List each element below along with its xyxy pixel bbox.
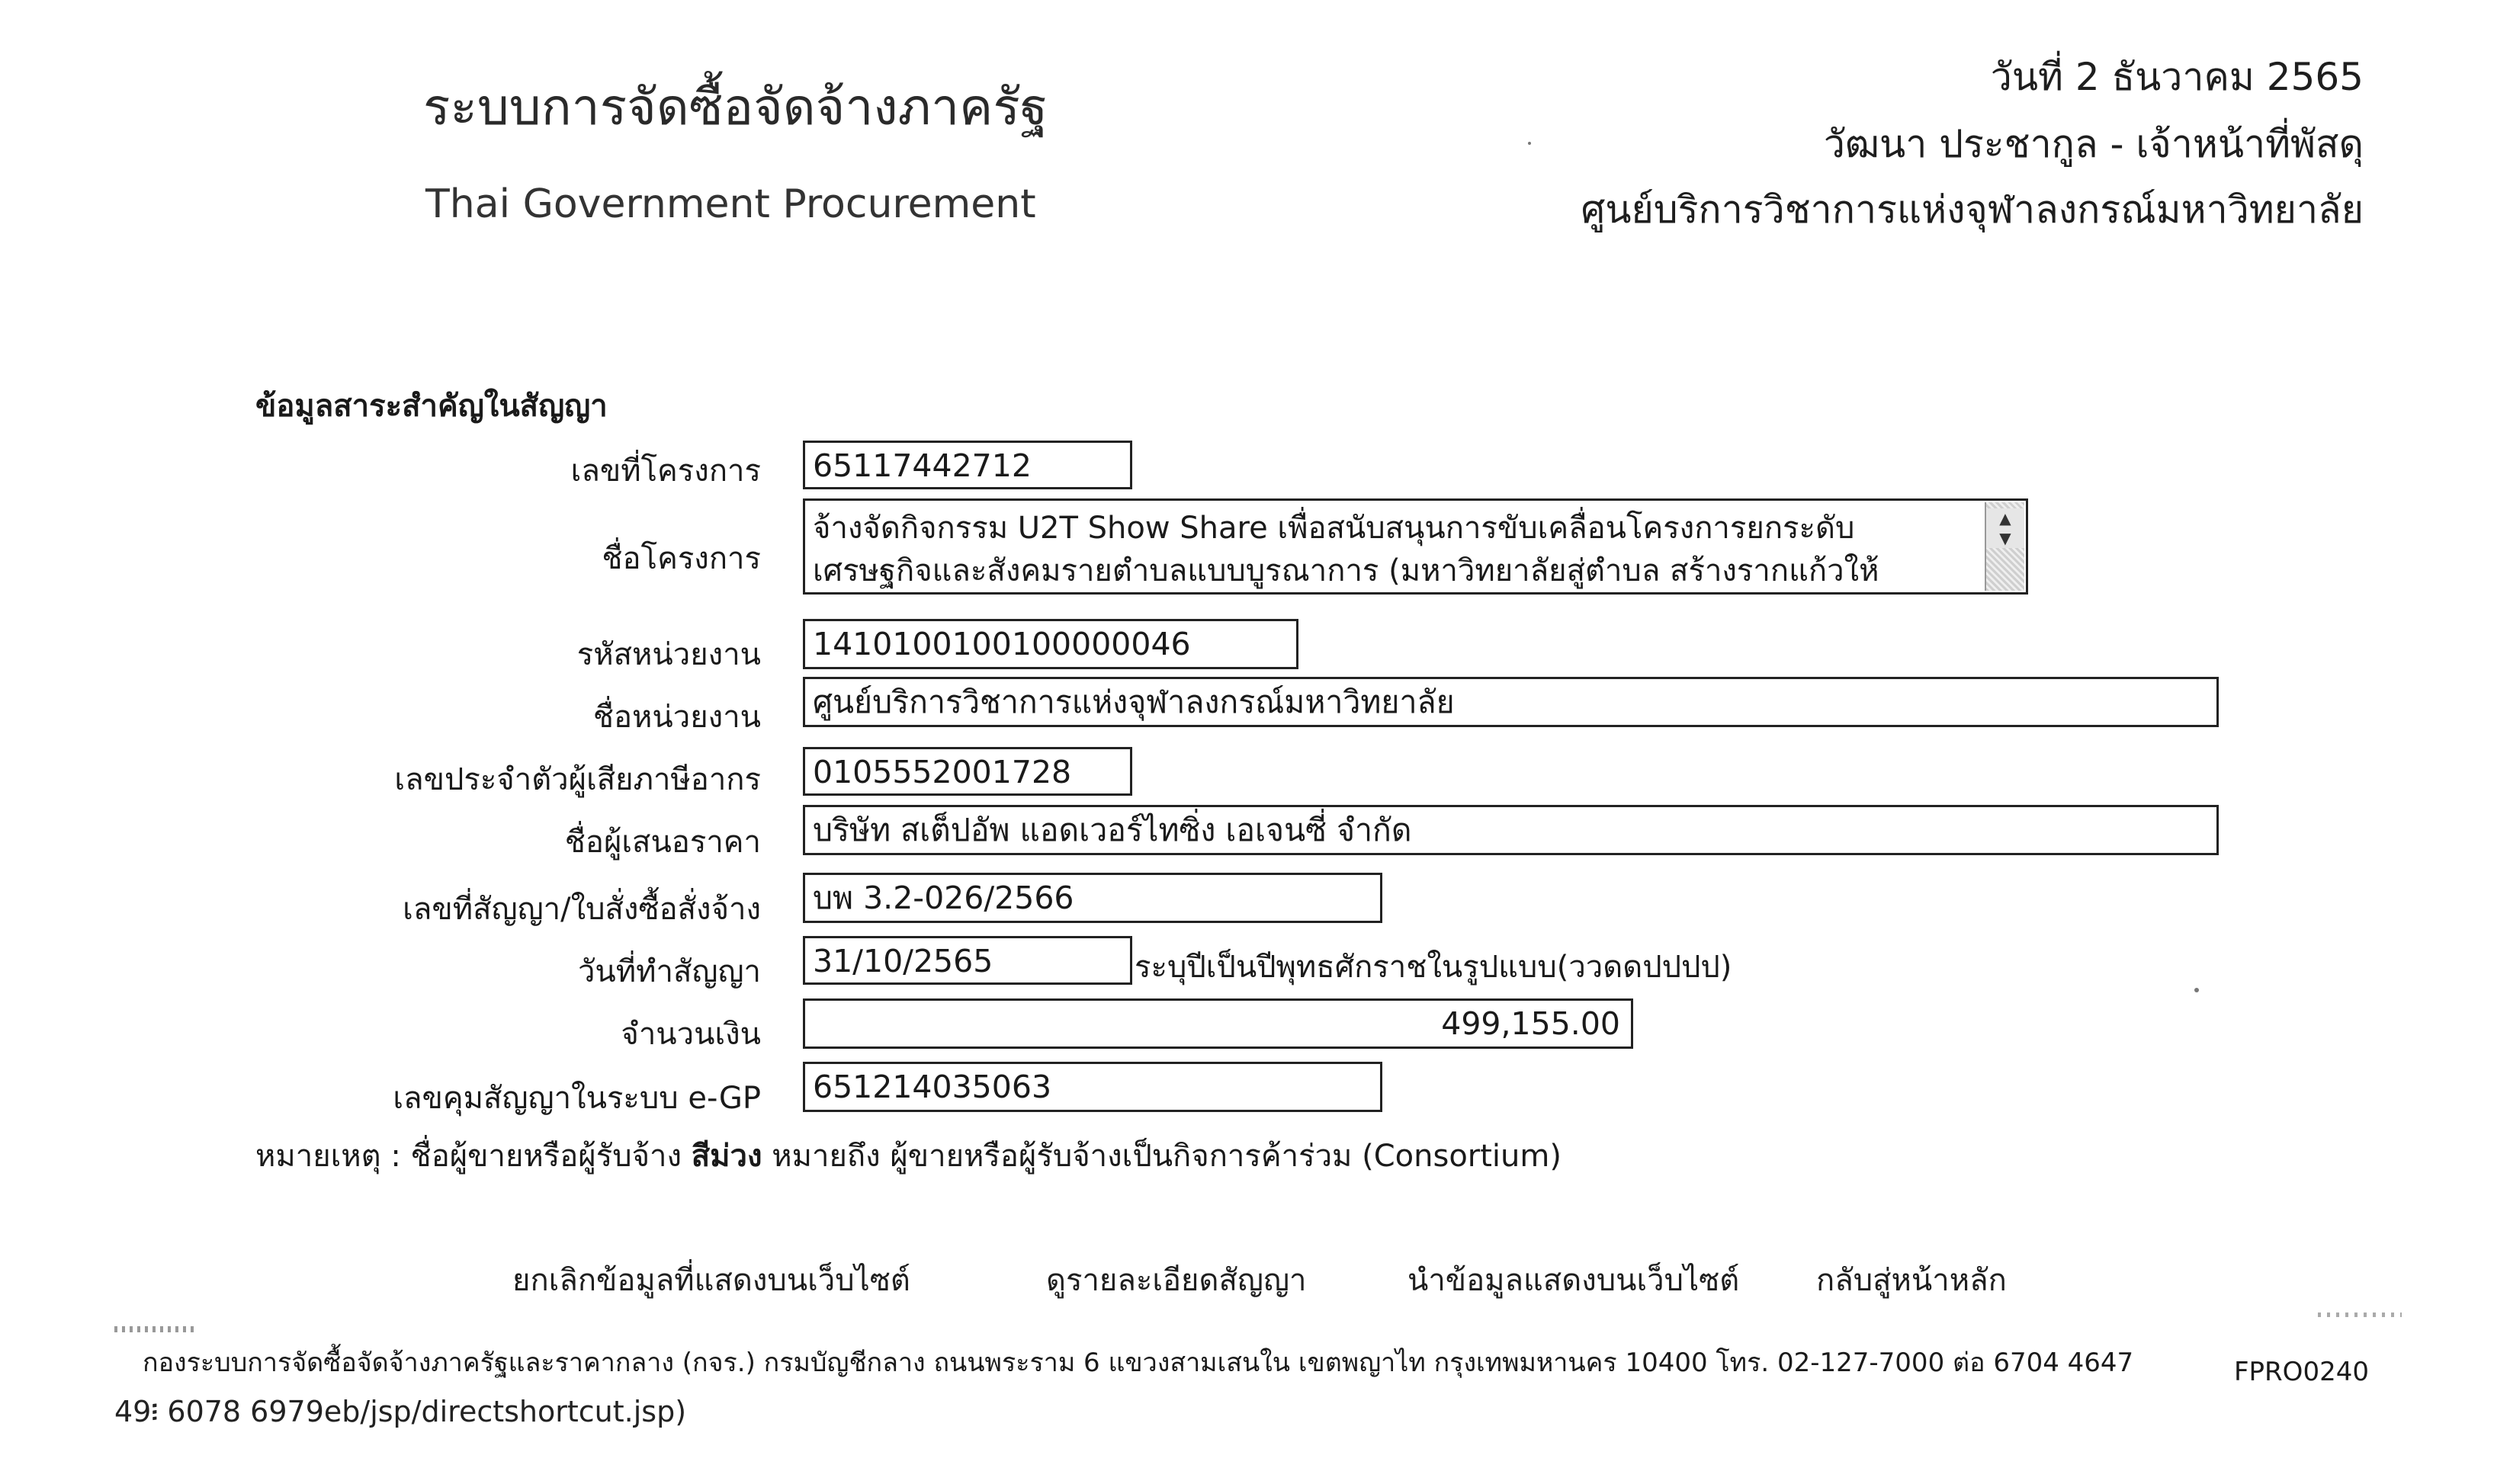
contract-no-field[interactable]: บพ 3.2-026/2566 <box>803 873 1382 923</box>
agency-name-label: ชื่อหน่วยงาน <box>592 700 761 735</box>
scan-speck <box>2194 988 2199 992</box>
cancel-display-link[interactable]: ยกเลิกข้อมูลที่แสดงบนเว็บไซต์ <box>512 1263 910 1298</box>
note-highlight: สีม่วง <box>691 1139 762 1174</box>
scan-artifact <box>114 1326 198 1332</box>
footer-url: 49፧ 6078 6979eb/jsp/directshortcut.jsp) <box>114 1395 687 1428</box>
consortium-note <box>255 1131 1562 1180</box>
section-title: ข้อมูลสาระสำคัญในสัญญา <box>255 389 608 424</box>
view-details-link[interactable]: ดูรายละเอียดสัญญา <box>1046 1263 1307 1298</box>
page-code: FPRO0240 <box>2234 1357 2369 1387</box>
header-user: วัฒนา ประชากูล - เจ้าหน้าที่พัสดุ <box>1823 122 2364 166</box>
egp-control-no-field[interactable]: 651214035063 <box>803 1062 1382 1112</box>
project-name-label: ชื่อโครงการ <box>602 541 761 576</box>
contract-no-label: เลขที่สัญญา/ใบสั่งซื้อสั่งจ้าง <box>403 892 761 927</box>
project-no-label: เลขที่โครงการ <box>570 454 761 489</box>
scroll-down-icon[interactable]: ▼ <box>1986 528 2024 548</box>
note-prefix: หมายเหตุ : ชื่อผู้ขายหรือผู้รับจ้าง <box>255 1139 692 1174</box>
contract-date-field[interactable]: 31/10/2565 <box>803 936 1132 985</box>
agency-code-field[interactable]: 1410100100100000046 <box>803 619 1298 669</box>
system-title-th: ระบบการจัดซื้อจัดจ้างภาครัฐ <box>423 78 1048 136</box>
header-organization: ศูนย์บริการวิชาการแห่งจุฬาลงกรณ์มหาวิทยาลัย <box>1581 188 2364 232</box>
project-name-line-1: จ้างจัดกิจกรรม U2T Show Share เพื่อสนับสนุนการขับเคลื่อนโครงการยกระดับ <box>813 511 1855 546</box>
footer-address: กองระบบการจัดซื้อจัดจ้างภาครัฐและราคากลาง (กจร.) กรมบัญชีกลาง ถนนพระราม 6 แขวงสามเสนใน เขตพญาไท กรุงเทพมหานคร 10400 โทร. 02-127-7000 ต่อ 6704 4647 <box>143 1348 2134 1378</box>
amount-field[interactable]: 499,155.00 <box>803 998 1633 1049</box>
textarea-scrollbar[interactable] <box>1985 502 2024 591</box>
scan-artifact <box>2318 1313 2402 1317</box>
back-home-link[interactable]: กลับสู่หน้าหลัก <box>1816 1263 2007 1298</box>
note-suffix: หมายถึง ผู้ขายหรือผู้รับจ้างเป็นกิจการค้าร่วม (Consortium) <box>762 1139 1562 1174</box>
project-name-line-2: เศรษฐกิจและสังคมรายตำบลแบบบูรณาการ (มหาวิทยาลัยสู่ตำบล สร้างรากแก้วให้ <box>813 553 1879 588</box>
bidder-name-field[interactable]: บริษัท สเต็ปอัพ แอดเวอร์ไทซิ่ง เอเจนซี่ จำกัด <box>803 805 2219 855</box>
bidder-name-label: ชื่อผู้เสนอราคา <box>564 825 761 860</box>
tax-id-label: เลขประจำตัวผู้เสียภาษีอากร <box>394 762 761 797</box>
header-date: วันที่ 2 ธันวาคม 2565 <box>1990 55 2364 99</box>
tax-id-field[interactable]: 0105552001728 <box>803 747 1132 796</box>
publish-link[interactable]: นำข้อมูลแสดงบนเว็บไซต์ <box>1407 1263 1740 1298</box>
agency-name-field[interactable]: ศูนย์บริการวิชาการแห่งจุฬาลงกรณ์มหาวิทยาลัย <box>803 677 2219 727</box>
contract-date-label: วันที่ทำสัญญา <box>577 954 761 989</box>
scroll-up-icon[interactable]: ▲ <box>1986 508 2024 528</box>
scan-speck <box>1528 142 1531 145</box>
project-no-field[interactable]: 65117442712 <box>803 441 1132 489</box>
project-name-textarea[interactable] <box>803 498 2028 595</box>
contract-date-hint: ระบุปีเป็นปีพุทธศักราชในรูปแบบ(ววดดปปปป) <box>1135 950 1732 985</box>
agency-code-label: รหัสหน่วยงาน <box>576 637 761 672</box>
amount-label: จำนวนเงิน <box>621 1017 761 1052</box>
system-title-en: Thai Government Procurement <box>425 181 1036 227</box>
egp-control-no-label: เลขคุมสัญญาในระบบ e-GP <box>393 1081 761 1116</box>
